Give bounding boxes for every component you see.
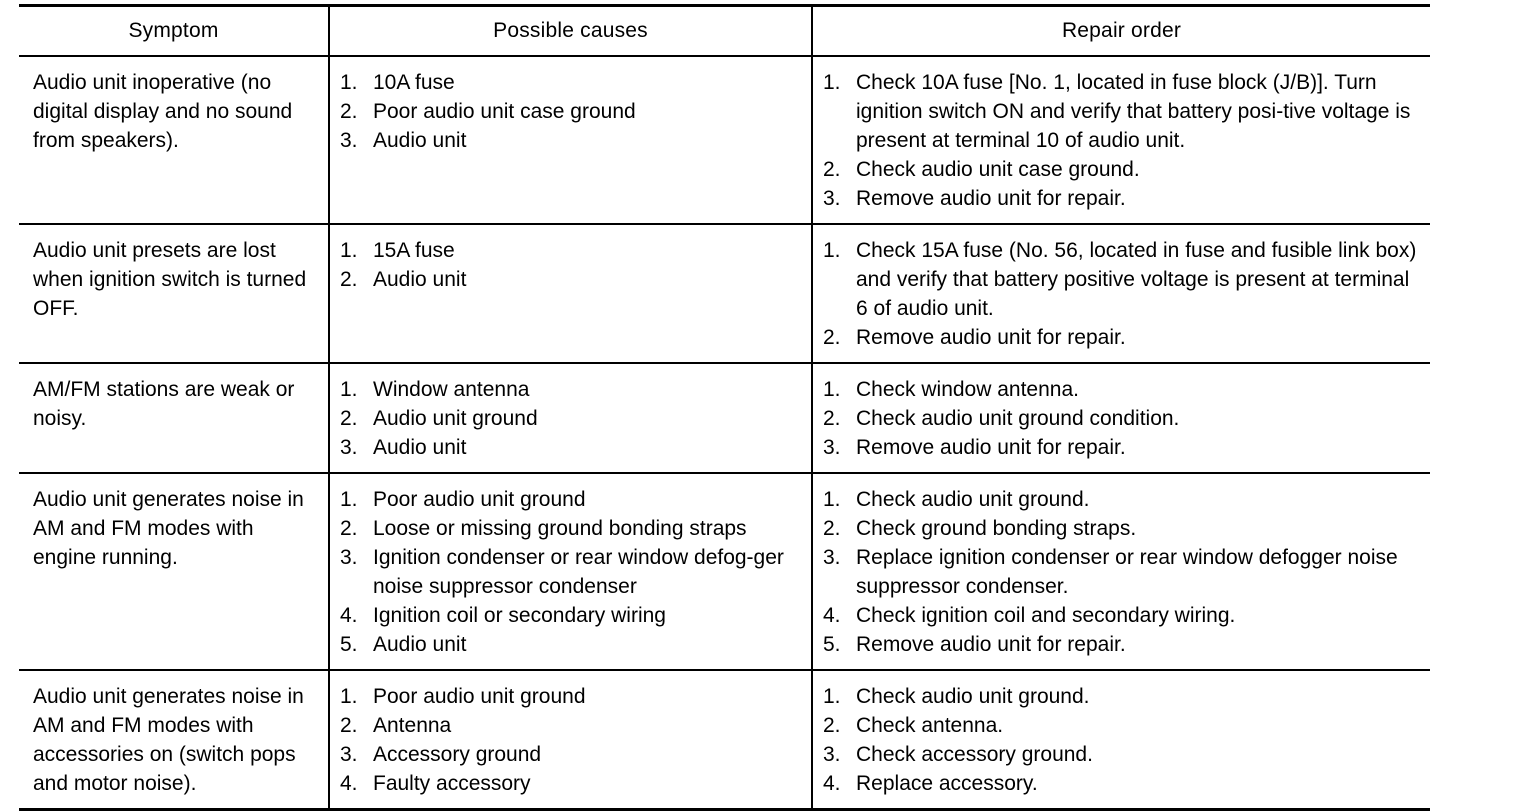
cause-item (340, 543, 805, 601)
item-text: Check ground bonding straps. (856, 517, 1137, 540)
item-number: 4. (340, 604, 358, 627)
item-number: 1. (823, 488, 841, 511)
possible-causes-cell (329, 224, 812, 363)
repair-order-cell (812, 363, 1430, 473)
repair-steps-list (813, 375, 1430, 462)
table-row (19, 224, 1430, 363)
item-text: Remove audio unit for repair. (856, 633, 1126, 656)
repair-step (823, 433, 1420, 462)
item-text: Check audio unit ground. (856, 685, 1090, 708)
item-text: Accessory ground (373, 743, 542, 766)
item-number: 2. (823, 158, 841, 181)
cause-item (340, 433, 805, 462)
item-number: 1. (823, 239, 841, 262)
cause-item (340, 265, 805, 294)
table-body (19, 56, 1430, 810)
symptom-cell: Audio unit generates noise in AM and FM modes with accessories on (switch pops and motor noise). (19, 670, 329, 810)
item-number: 3. (340, 546, 358, 569)
item-text: Audio unit (373, 129, 467, 152)
repair-step (823, 514, 1420, 543)
item-text: Audio unit ground (373, 407, 538, 430)
item-number: 2. (340, 714, 358, 737)
cause-item (340, 601, 805, 630)
item-number: 1. (340, 71, 358, 94)
item-number: 3. (823, 743, 841, 766)
cause-item (340, 514, 805, 543)
repair-steps-list (813, 682, 1430, 798)
item-text: Check window antenna. (856, 378, 1079, 401)
item-text: 10A fuse (373, 71, 455, 94)
item-number: 5. (823, 633, 841, 656)
table-row (19, 363, 1430, 473)
item-number: 4. (340, 772, 358, 795)
header-symptom: Symptom (19, 6, 329, 57)
repair-step (823, 485, 1420, 514)
cause-item (340, 769, 805, 798)
item-number: 5. (340, 633, 358, 656)
troubleshooting-table (19, 4, 1430, 811)
item-text: Window antenna (373, 378, 530, 401)
possible-causes-cell (329, 473, 812, 670)
table-row (19, 670, 1430, 810)
item-text: Audio unit (373, 633, 467, 656)
symptom-cell: Audio unit generates noise in AM and FM modes with engine running. (19, 473, 329, 670)
item-number: 1. (823, 685, 841, 708)
item-text: Audio unit (373, 268, 467, 291)
item-number: 1. (340, 488, 358, 511)
item-text: 15A fuse (373, 239, 455, 262)
item-text: Poor audio unit ground (373, 488, 586, 511)
repair-step (823, 155, 1420, 184)
cause-item (340, 740, 805, 769)
cause-item (340, 682, 805, 711)
item-text: Check 10A fuse [No. 1, located in fuse block (J/B)]. Turn ignition switch ON and verify that battery posi-tive voltage is present at terminal 10 of audio unit. (856, 71, 1411, 152)
repair-step (823, 236, 1420, 323)
cause-item (340, 711, 805, 740)
symptom-cell: AM/FM stations are weak or noisy. (19, 363, 329, 473)
cause-item (340, 485, 805, 514)
table-row (19, 473, 1430, 670)
item-text: Check accessory ground. (856, 743, 1093, 766)
causes-list (330, 375, 811, 462)
repair-steps-list (813, 236, 1430, 352)
item-number: 2. (340, 100, 358, 123)
item-number: 3. (340, 436, 358, 459)
item-text: Antenna (373, 714, 452, 737)
repair-steps-list (813, 485, 1430, 659)
item-text: Remove audio unit for repair. (856, 187, 1126, 210)
item-number: 2. (340, 268, 358, 291)
repair-step (823, 68, 1420, 155)
repair-order-cell (812, 473, 1430, 670)
symptom-cell: Audio unit presets are lost when ignition switch is turned OFF. (19, 224, 329, 363)
repair-step (823, 740, 1420, 769)
repair-order-cell (812, 56, 1430, 224)
cause-item (340, 236, 805, 265)
item-number: 3. (340, 129, 358, 152)
item-text: Replace accessory. (856, 772, 1038, 795)
item-text: Poor audio unit ground (373, 685, 586, 708)
item-number: 3. (823, 436, 841, 459)
item-number: 1. (823, 71, 841, 94)
symptom-cell: Audio unit inoperative (no digital display and no sound from speakers). (19, 56, 329, 224)
item-number: 1. (340, 685, 358, 708)
repair-step (823, 323, 1420, 352)
cause-item (340, 375, 805, 404)
item-text: Replace ignition condenser or rear window defogger noise suppressor condenser. (856, 546, 1398, 598)
item-number: 2. (823, 517, 841, 540)
item-text: Remove audio unit for repair. (856, 436, 1126, 459)
repair-step (823, 682, 1420, 711)
item-number: 2. (823, 714, 841, 737)
possible-causes-cell (329, 670, 812, 810)
table-row (19, 56, 1430, 224)
repair-step (823, 630, 1420, 659)
repair-step (823, 769, 1420, 798)
item-number: 2. (823, 407, 841, 430)
repair-step (823, 375, 1420, 404)
item-text: Check ignition coil and secondary wiring. (856, 604, 1236, 627)
item-number: 1. (340, 239, 358, 262)
item-number: 3. (823, 546, 841, 569)
item-text: Remove audio unit for repair. (856, 326, 1126, 349)
repair-step (823, 404, 1420, 433)
header-possible-causes: Possible causes (329, 6, 812, 57)
cause-item (340, 97, 805, 126)
item-text: Poor audio unit case ground (373, 100, 636, 123)
header-repair-order: Repair order (812, 6, 1430, 57)
item-number: 4. (823, 772, 841, 795)
item-number: 1. (340, 378, 358, 401)
item-number: 2. (340, 407, 358, 430)
item-text: Check audio unit ground. (856, 488, 1090, 511)
cause-item (340, 126, 805, 155)
header-row (19, 6, 1430, 57)
repair-step (823, 711, 1420, 740)
repair-step (823, 543, 1420, 601)
repair-order-cell (812, 224, 1430, 363)
item-text: Ignition coil or secondary wiring (373, 604, 666, 627)
repair-order-cell (812, 670, 1430, 810)
item-text: Loose or missing ground bonding straps (373, 517, 747, 540)
repair-steps-list (813, 68, 1430, 213)
item-text: Audio unit (373, 436, 467, 459)
item-number: 2. (340, 517, 358, 540)
repair-step (823, 601, 1420, 630)
cause-item (340, 68, 805, 97)
item-number: 2. (823, 326, 841, 349)
item-number: 1. (823, 378, 841, 401)
item-text: Check antenna. (856, 714, 1004, 737)
cause-item (340, 404, 805, 433)
item-text: Check audio unit ground condition. (856, 407, 1180, 430)
item-number: 3. (823, 187, 841, 210)
causes-list (330, 485, 811, 659)
item-text: Check audio unit case ground. (856, 158, 1140, 181)
possible-causes-cell (329, 363, 812, 473)
item-text: Faulty accessory (373, 772, 531, 795)
item-text: Check 15A fuse (No. 56, located in fuse and fusible link box) and verify that battery positive voltage is present at terminal 6 of audio unit. (856, 239, 1417, 320)
repair-step (823, 184, 1420, 213)
item-number: 3. (340, 743, 358, 766)
causes-list (330, 236, 811, 294)
item-text: Ignition condenser or rear window defog-ger noise suppressor condenser (373, 546, 784, 598)
possible-causes-cell (329, 56, 812, 224)
cause-item (340, 630, 805, 659)
causes-list (330, 68, 811, 155)
causes-list (330, 682, 811, 798)
item-number: 4. (823, 604, 841, 627)
